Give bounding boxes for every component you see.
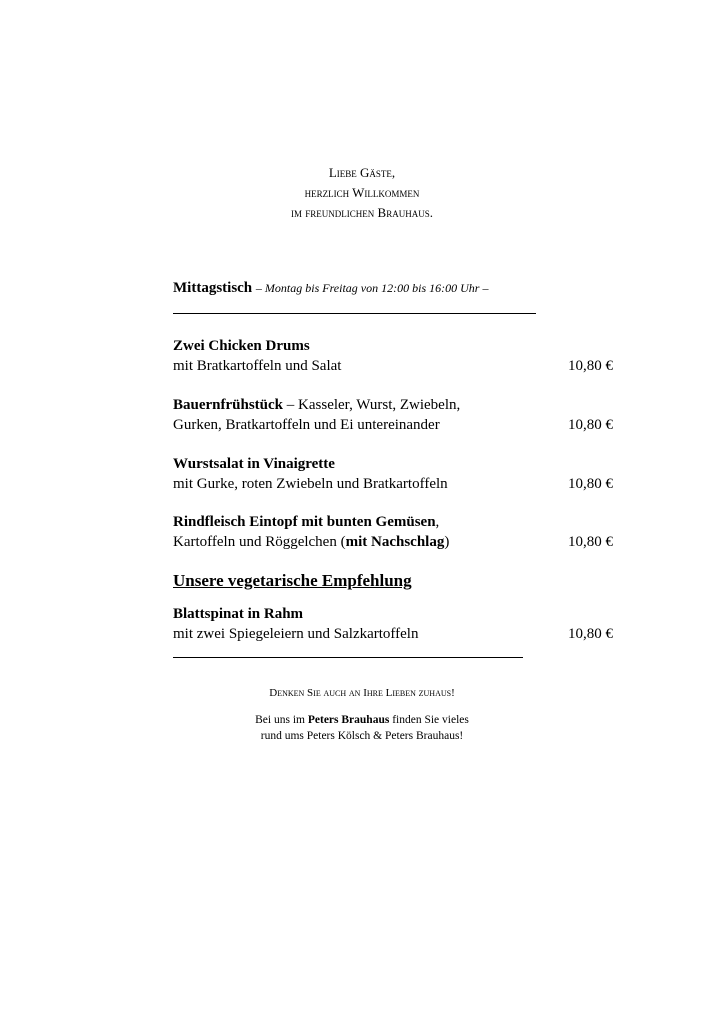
item-desc-post: ) <box>444 533 450 550</box>
mittagstisch-title: Mittagstisch <box>173 280 253 296</box>
footer-reminder: Denken Sie auch an Ihre Lieben zuhaus! <box>269 687 455 699</box>
menu-item-rindfleisch-eintopf <box>173 513 613 552</box>
footer-text: rund ums Peters Kölsch & Peters Brauhaus! <box>260 730 464 742</box>
item-price: 10,80 € <box>568 357 613 374</box>
divider-top <box>173 313 536 314</box>
footer-brand: Peters Brauhaus <box>307 714 390 726</box>
item-name: Bauernfrühstück <box>173 397 284 413</box>
item-name: Blattspinat in Rahm <box>173 606 304 622</box>
item-desc: mit Bratkartoffeln und Salat <box>173 357 342 374</box>
item-price: 10,80 € <box>568 533 613 550</box>
item-price: 10,80 € <box>568 625 613 642</box>
menu-item-blattspinat <box>173 605 613 644</box>
item-desc: Kartoffeln und Röggelchen ( <box>173 533 346 550</box>
greeting-line-3: im freundlichen Brauhaus. <box>291 205 433 220</box>
vegetarian-heading: Unsere vegetarische Empfehlung <box>173 571 412 590</box>
menu-item-bauernfruehstueck <box>173 396 613 435</box>
item-desc: mit Gurke, roten Zwiebeln und Bratkartoffeln <box>173 475 448 492</box>
menu-item-wurstsalat <box>173 455 613 494</box>
item-name: Rindfleisch Eintopf mit bunten Gemüsen <box>173 514 436 530</box>
item-desc: mit zwei Spiegeleiern und Salzkartoffeln <box>173 625 419 642</box>
footer-text: Bei uns im <box>255 714 308 726</box>
greeting <box>0 163 724 223</box>
item-name: Wurstsalat in Vinaigrette <box>173 456 335 472</box>
menu-item-chicken-drums <box>173 337 613 376</box>
divider-bottom <box>173 657 523 658</box>
item-desc-bold: mit Nachschlag <box>345 533 445 550</box>
item-name-rest: , <box>435 514 440 530</box>
item-name: Zwei Chicken Drums <box>173 338 310 354</box>
footer-info <box>0 712 724 744</box>
greeting-line-1: Liebe Gäste, <box>328 165 396 180</box>
item-price: 10,80 € <box>568 475 613 492</box>
item-price: 10,80 € <box>568 416 613 433</box>
mittagstisch-hours: – Montag bis Freitag von 12:00 bis 16:00 Uhr – <box>255 281 489 295</box>
item-desc: Gurken, Bratkartoffeln und Ei untereinander <box>173 416 440 433</box>
greeting-line-2: herzlich Willkommen <box>304 185 420 200</box>
mittagstisch-header <box>173 278 613 298</box>
footer-text: finden Sie vieles <box>389 714 469 726</box>
item-name-rest: – Kasseler, Wurst, Zwiebeln, <box>283 397 461 413</box>
